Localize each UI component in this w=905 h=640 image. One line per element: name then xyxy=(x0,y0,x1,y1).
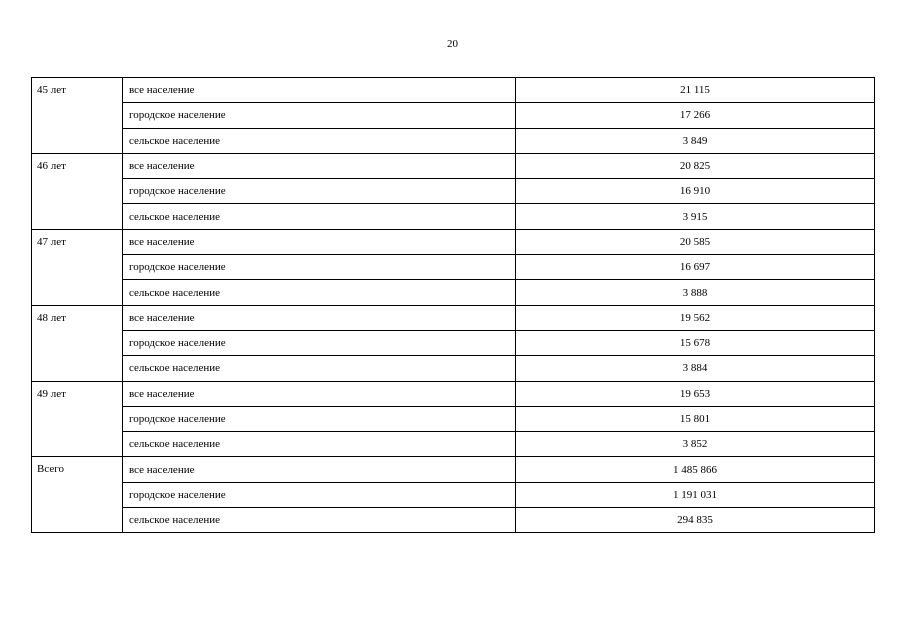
population-category: все население xyxy=(123,78,516,103)
table-row xyxy=(32,78,875,103)
population-category: сельское население xyxy=(123,204,516,229)
population-value: 16 910 xyxy=(516,179,875,204)
population-category: городское население xyxy=(123,406,516,431)
population-value: 15 801 xyxy=(516,406,875,431)
table-row xyxy=(32,255,875,280)
population-category: городское население xyxy=(123,103,516,128)
total-group-label: Всего xyxy=(32,457,123,533)
table-row xyxy=(32,229,875,254)
table-row xyxy=(32,457,875,482)
table-row xyxy=(32,381,875,406)
page-number: 20 xyxy=(447,38,458,50)
table-row xyxy=(32,356,875,381)
population-value: 19 562 xyxy=(516,305,875,330)
table-row xyxy=(32,128,875,153)
population-category: городское население xyxy=(123,179,516,204)
population-category: все население xyxy=(123,381,516,406)
population-value: 3 884 xyxy=(516,356,875,381)
population-value: 20 585 xyxy=(516,229,875,254)
age-group-label: 49 лет xyxy=(32,381,123,457)
population-category: все население xyxy=(123,305,516,330)
population-value: 16 697 xyxy=(516,255,875,280)
population-category: городское население xyxy=(123,255,516,280)
population-value: 3 849 xyxy=(516,128,875,153)
population-category: сельское население xyxy=(123,128,516,153)
population-value: 3 852 xyxy=(516,432,875,457)
table-row xyxy=(32,330,875,355)
population-value: 294 835 xyxy=(516,508,875,533)
table-row xyxy=(32,432,875,457)
population-value: 1 485 866 xyxy=(516,457,875,482)
population-category: городское население xyxy=(123,330,516,355)
population-value: 17 266 xyxy=(516,103,875,128)
population-category: сельское население xyxy=(123,508,516,533)
population-value: 3 915 xyxy=(516,204,875,229)
age-group-label: 46 лет xyxy=(32,153,123,229)
age-group-label: 48 лет xyxy=(32,305,123,381)
table-row xyxy=(32,482,875,507)
table-row xyxy=(32,153,875,178)
table-row xyxy=(32,204,875,229)
population-category: сельское население xyxy=(123,356,516,381)
population-category: сельское население xyxy=(123,432,516,457)
table-row xyxy=(32,406,875,431)
table-row xyxy=(32,280,875,305)
population-value: 3 888 xyxy=(516,280,875,305)
age-group-label: 47 лет xyxy=(32,229,123,305)
population-value: 21 115 xyxy=(516,78,875,103)
population-value: 19 653 xyxy=(516,381,875,406)
table-row xyxy=(32,103,875,128)
population-category: все население xyxy=(123,457,516,482)
population-category: все население xyxy=(123,153,516,178)
age-group-label: 45 лет xyxy=(32,78,123,154)
population-value: 1 191 031 xyxy=(516,482,875,507)
population-category: городское население xyxy=(123,482,516,507)
table-row xyxy=(32,508,875,533)
population-value: 20 825 xyxy=(516,153,875,178)
population-table xyxy=(31,77,875,533)
table-row xyxy=(32,305,875,330)
table-row xyxy=(32,179,875,204)
population-category: сельское население xyxy=(123,280,516,305)
population-value: 15 678 xyxy=(516,330,875,355)
population-category: все население xyxy=(123,229,516,254)
